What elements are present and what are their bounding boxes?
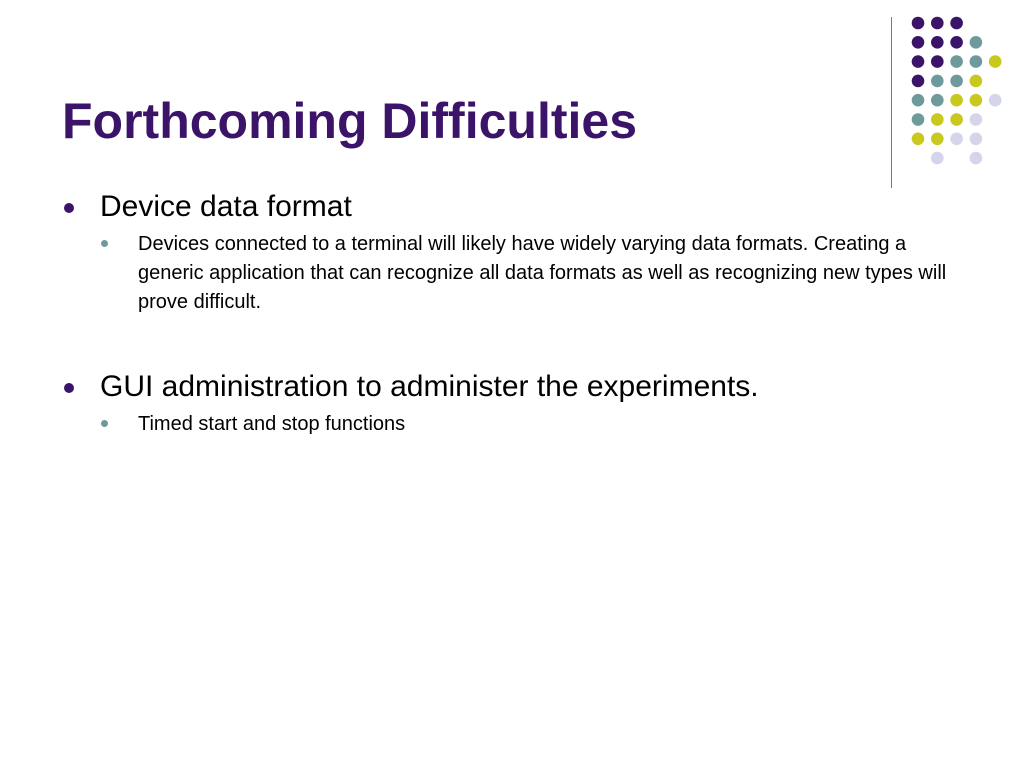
bullet-item: [62, 368, 962, 439]
grid-dot: [950, 55, 963, 68]
bullet-text: GUI administration to administer the experiments.: [100, 370, 759, 403]
grid-dot: [912, 133, 925, 146]
grid-dot: [931, 75, 944, 88]
grid-dot: [950, 75, 963, 88]
sub-bullet-dot-icon: [101, 240, 108, 247]
sub-bullet-text: Timed start and stop functions: [138, 413, 406, 435]
sub-bullet-dot-icon: [101, 420, 108, 427]
bullet-item: [62, 188, 962, 317]
grid-dot: [950, 36, 963, 49]
grid-dot: [950, 113, 963, 126]
sub-bullet-list: [100, 410, 962, 439]
grid-dot: [931, 36, 944, 49]
grid-dot: [989, 94, 1002, 107]
sub-bullet-item: [100, 230, 962, 317]
grid-dot: [912, 94, 925, 107]
grid-dot: [970, 55, 983, 68]
grid-dot: [931, 17, 944, 30]
grid-dot: [912, 113, 925, 126]
grid-dot: [912, 36, 925, 49]
grid-dot: [931, 55, 944, 68]
grid-dot: [989, 55, 1002, 68]
grid-dot: [950, 17, 963, 30]
grid-dot: [931, 133, 944, 146]
grid-dot: [970, 113, 983, 126]
sub-bullet-item: [100, 410, 962, 439]
vertical-divider: [891, 17, 892, 188]
grid-dot: [912, 75, 925, 88]
grid-dot: [970, 94, 983, 107]
slide-title: Forthcoming Difficulties: [62, 93, 637, 149]
grid-dot: [931, 94, 944, 107]
grid-dot: [950, 94, 963, 107]
grid-dot: [970, 36, 983, 49]
grid-dot: [970, 75, 983, 88]
grid-dot: [950, 133, 963, 146]
grid-dot: [970, 152, 983, 165]
bullet-dot-icon: [64, 383, 74, 393]
bullet-list: [62, 188, 962, 439]
bullet-text: Device data format: [100, 190, 352, 223]
sub-bullet-list: [100, 230, 962, 317]
grid-dot: [970, 133, 983, 146]
grid-dot: [931, 152, 944, 165]
grid-dot: [931, 113, 944, 126]
grid-dot: [912, 55, 925, 68]
sub-bullet-text: Devices connected to a terminal will likely have widely varying data formats. Creating a generic application that can recognize all data formats as well as recognizing new types will prove difficult.: [138, 233, 947, 313]
bullet-dot-icon: [64, 203, 74, 213]
grid-dot: [912, 17, 925, 30]
